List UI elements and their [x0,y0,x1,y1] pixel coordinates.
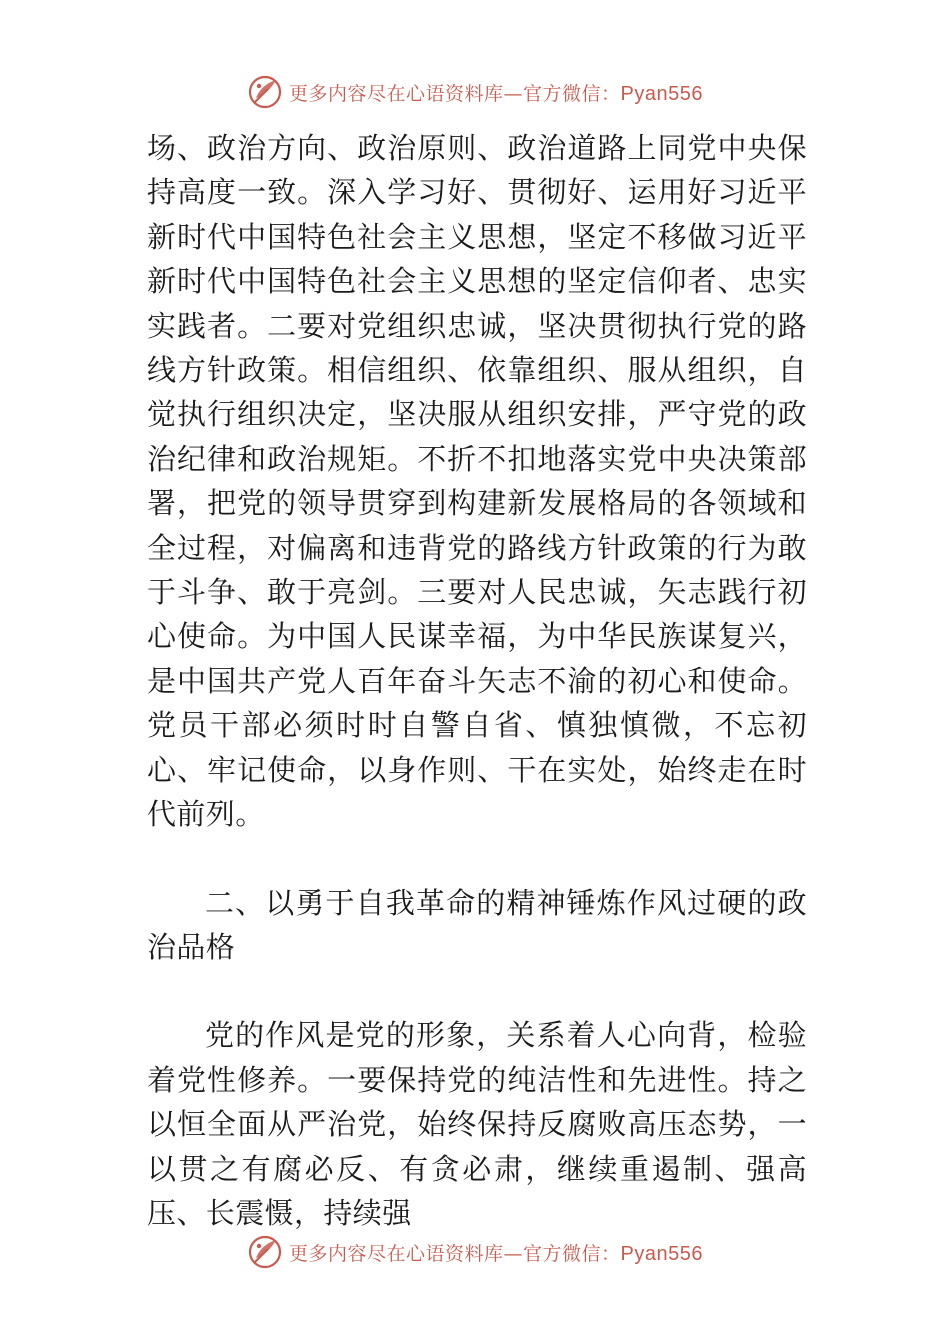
footer-banner-text: 更多内容尽在心语资料库—官方微信： [289,1242,621,1265]
section-heading-2: 二、以勇于自我革命的精神锤炼作风过硬的政治品格 [147,885,807,964]
paragraph-3: 党的作风是党的形象，关系着人心向背，检验着党性修养。一要保持党的纯洁性和先进性。持之以恒全面从严治党，始终保持反腐败高压态势，一以贯之有腐必反、有贪必肃，继续重遏制、强高压、长震慑，持续强 [147,1018,807,1230]
header-banner-text: 更多内容尽在心语资料库—官方微信： [289,82,621,105]
document-body [147,126,807,1235]
footer-wechat-id: Pyan556 [620,1242,703,1265]
footer-banner [0,1232,950,1272]
feather-pen-logo-icon [247,1234,283,1270]
header-banner [0,72,950,112]
paragraph-1: 场、政治方向、政治原则、政治道路上同党中央保持高度一致。深入学习好、贯彻好、运用好习近平新时代中国特色社会主义思想，坚定不移做习近平新时代中国特色社会主义思想的坚定信仰者、忠实实践者。二要对党组织忠诚，坚决贯彻执行党的路线方针政策。相信组织、依靠组织、服从组织，自觉执行组织决定，坚决服从组织安排，严守党的政治纪律和政治规矩。不折不扣地落实党中央决策部署，把党的领导贯穿到构建新发展格局的各领域和全过程，对偏离和违背党的路线方针政策的行为敢于斗争、敢于亮剑。三要对人民忠诚，矢志践行初心使命。为中国人民谋幸福，为中华民族谋复兴，是中国共产党人百年奋斗矢志不渝的初心和使命。党员干部必须时时自警自省、慎独慎微，不忘初心、牢记使命，以身作则、干在实处，始终走在时代前列。 [147,131,807,832]
feather-pen-logo-icon [247,74,283,110]
header-wechat-id: Pyan556 [620,82,703,105]
